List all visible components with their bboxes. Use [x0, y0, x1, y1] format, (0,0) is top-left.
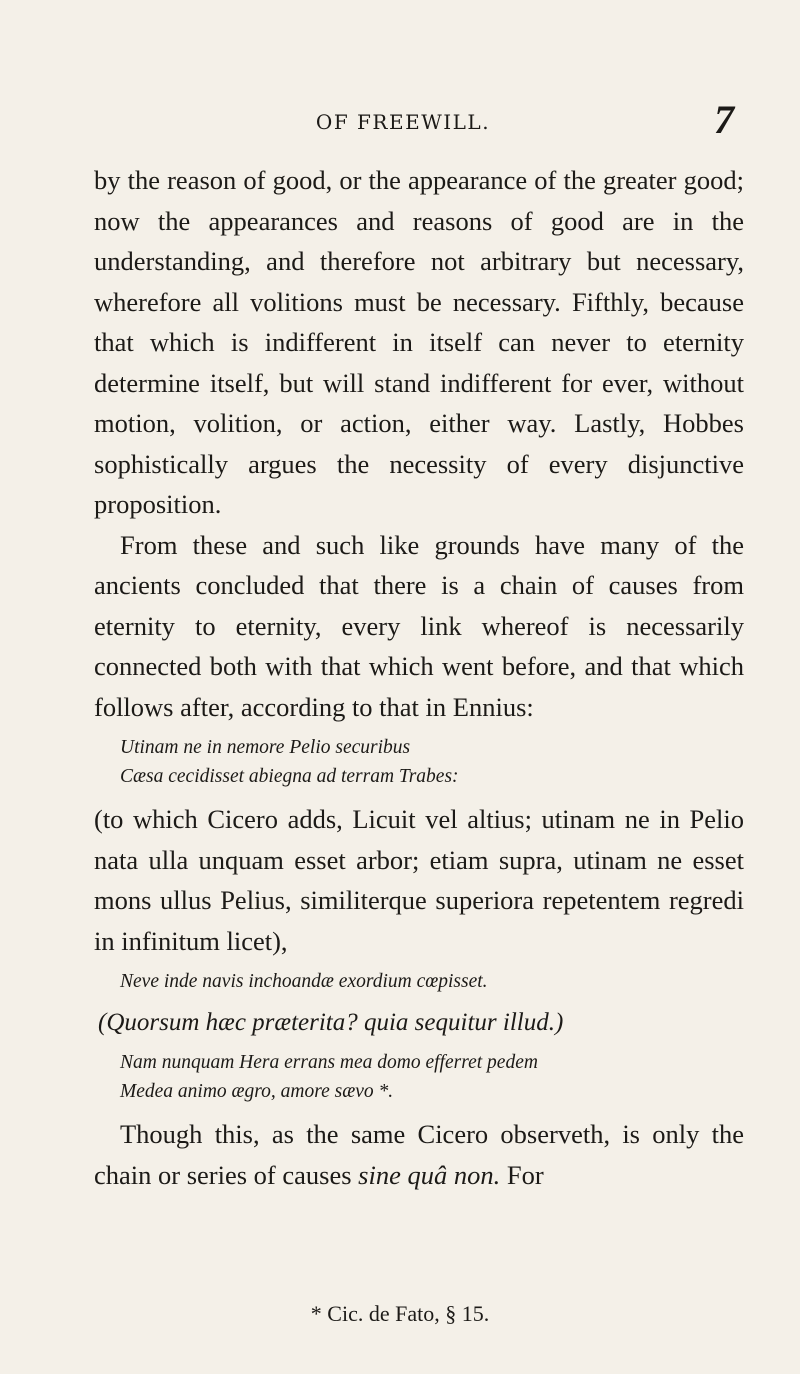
parenthetical-question: [98, 1004, 744, 1042]
page-number: 7: [714, 97, 734, 142]
running-title: OF FREEWILL.: [315, 110, 491, 134]
verse-line: Cæsa cecidisset abiegna ad terram Trabes:: [120, 766, 459, 787]
verse-quotation: [120, 1048, 744, 1106]
question-text: (Quorsum hæc præterita? quia sequitur illud.): [98, 1009, 564, 1036]
paragraph: From these and such like grounds have many of the ancients concluded that there is a chain of causes from eternity to eternity, every link whereof is necessarily connected both with that which went before, and that which follows after, according to that in Ennius:: [94, 529, 744, 722]
verse-line: Medea animo ægro, amore sævo *.: [120, 1081, 394, 1102]
body-text: [94, 160, 744, 1195]
latin-phrase: sine quâ non.: [358, 1159, 501, 1190]
paragraph-text-end: For: [500, 1159, 544, 1190]
paragraph: by the reason of good, or the appearance of the greater good; now the appearances and reasons of good are in the understanding, and therefore not arbitrary but necessary, wherefore all volitions must be necessary. Fifthly, because that which is indifferent in itself can never to eternity determine itself, but will stand indifferent for ever, without motion, volition, or action, either way. Lastly, Hobbes sophistically argues the necessity of every disjunctive proposition.: [94, 165, 744, 519]
paragraph-text: Though this, as the same Cicero observeth, is only the chain or series of causes: [94, 1119, 744, 1190]
verse-line: Utinam ne in nemore Pelio securibus: [120, 737, 411, 758]
footnote: * Cic. de Fato, § 15.: [310, 1301, 490, 1326]
verse-quotation: [120, 733, 744, 791]
running-head: [72, 96, 734, 140]
paragraph: [94, 1114, 744, 1195]
verse-quotation: [120, 967, 744, 996]
verse-line: Neve inde navis inchoandæ exordium cœpisset.: [120, 971, 488, 992]
paragraph: (to which Cicero adds, Licuit vel altius; utinam ne in Pelio nata ulla unquam esset arbor; etiam supra, utinam ne esset mons ullus Pelius, similiterque superiora repetentem regredi in infinitum licet),: [94, 804, 744, 956]
verse-line: Nam nunquam Hera errans mea domo efferret pedem: [120, 1052, 538, 1073]
